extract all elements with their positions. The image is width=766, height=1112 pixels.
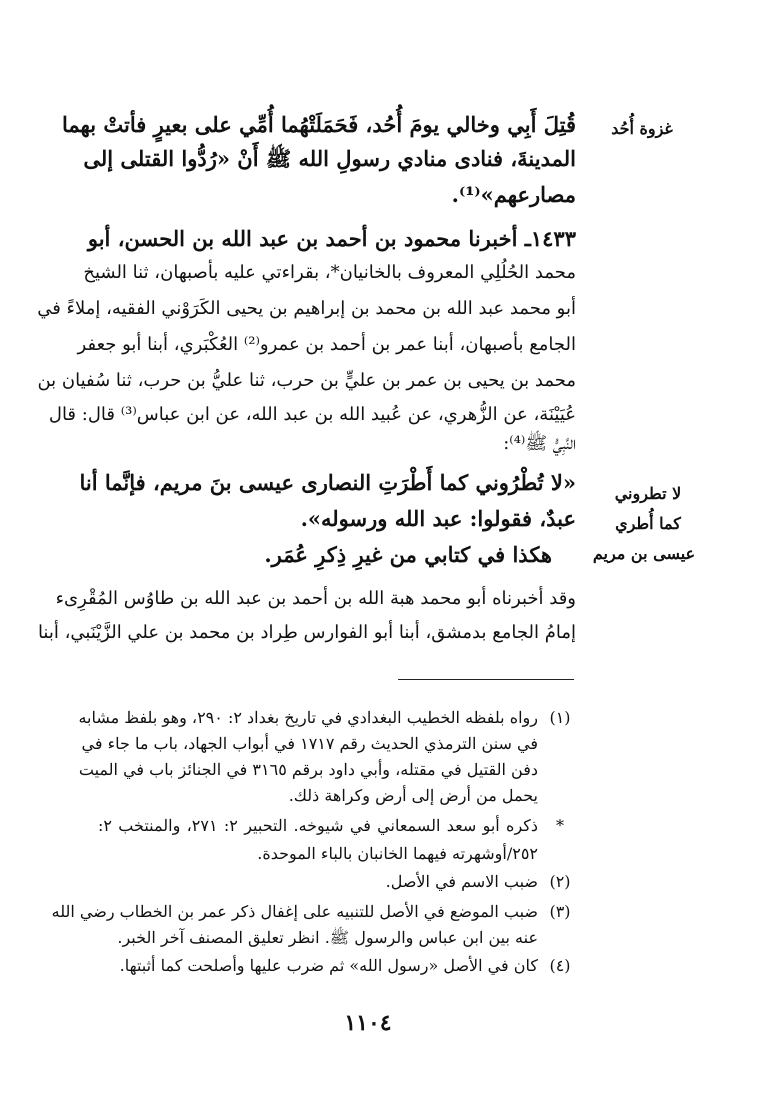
footnote-line: دفن القتيل في مقتله، وأبي داود برقم ٣١٦٥ في الجنائز باب في الميت [78,760,538,779]
text-line: إمامُ الجامع بدمشق، أبنا أبو الفوارس طِراد بن محمد بن علي الزَّيْنَبي، أبنا [37,622,576,643]
text-line: المدينةَ، فنادى منادي رسولِ الله ﷺ أَنْ «رُدُّوا القتلى إلى [83,146,576,171]
footnote-line: كان في الأصل «رسول الله» ثم ضرب عليها وأصلحت كما أثبتها. [119,956,538,975]
text-line-content: محمد الحُلُلِي المعروف بالخانيان*، بقراءتي عليه بأصبهان، ثنا الشيخ [83,262,576,283]
footnote-line: عنه بين ابن عباس والرسول ﷺ. انظر تعليق المصنف آخر الخبر. [117,928,538,947]
footnote-line: يحمل من أرض إلى أرض وكراهة ذلك. [288,786,538,805]
footnote-separator [398,679,574,680]
page-number: ١١٠٤ [344,1010,392,1036]
margin-note-la-tutruni-line1: لا تطروني [614,484,682,503]
text-line: أبو محمد عبد الله بن محمد بن إبراهيم بن يحيى الكَرَوْني الفقيه، إملاءً في [37,298,576,319]
text-line: مصارعهم»⁽¹⁾. [451,182,576,207]
footnote-line: ضبب الموضع في الأصل للتنبيه على إغفال ذكر عمر بن الخطاب رضي الله [51,902,538,921]
hadith-heading-1433: ١٤٣٣ـ أخبرنا محمود بن أحمد بن عبد الله بن الحسن، أبو [87,226,576,251]
footnote-line: ذكره أبو سعد السمعاني في شيوخه. التحبير ٢: ٢٧١، والمنتخب ٢: [98,816,539,835]
text-line: عُيَيْنَة، عن الزُّهري، عن عُبيد الله بن عبد الله، عن ابن عباس⁽³⁾ قال: قال [48,404,576,425]
footnote-number: (٣) [549,902,571,921]
text-line: النَّبِيُّ ﷺ⁽⁴⁾: [503,433,576,454]
footnote-line: ضبب الاسم في الأصل. [385,872,538,891]
text-line: محمد بن يحيى بن عمر بن عليٍّ بن حرب، ثنا عليُّ بن حرب، ثنا سُفيان بن [37,370,576,391]
text-line: وقد أخبرناه أبو محمد هبة الله بن أحمد بن عبد الله بن طاوُس المُقْرِىء [55,588,576,609]
text-line [83,262,576,283]
margin-note-la-tutruni-line3: عيسى بن مريم [592,544,696,563]
footnote-number: (٢) [549,872,571,891]
footnote-line: ٢٥٢/أوشهرته فيهما الخانبان بالباء الموحدة. [257,844,538,863]
margin-note-la-tutruni-line2: كما أُطري [615,514,681,533]
hadith-text: عبدٌ، فقولوا: عبد الله ورسوله». [300,506,576,531]
text-line: هكذا في كتابي من غيرِ ذِكرِ عُمَر. [264,542,552,567]
margin-note-ghazwat-uhud: غزوة أُحُد [611,119,673,138]
footnote-number: (١) [549,708,571,727]
text-line: قُتِلَ أَبِي وخالي يومَ أُحُد، فَحَمَلَتْهُما أُمِّي على بعيرٍ فأتتْ بهما [62,112,576,137]
footnote-number: (٤) [549,956,571,975]
footnote-line: رواه بلفظه الخطيب البغدادي في تاريخ بغداد ٢: ٢٩٠، وهو بلفظ مشابه [78,708,538,727]
text-line: الجامع بأصبهان، أبنا عمر بن أحمد بن عمرو⁽²⁾ العُكْبَري، أبنا أبو جعفر [77,334,576,355]
footnote-marker: * [556,816,564,835]
footnote-line: في سنن الترمذي الحديث رقم ١٧١٧ في أبواب الجهاد، باب ما جاء في [81,734,538,753]
hadith-text: «لا تُطْرُوني كما أَطْرَتِ النصارى عيسى بنَ مريم، فإنَّما أنا [79,470,576,495]
